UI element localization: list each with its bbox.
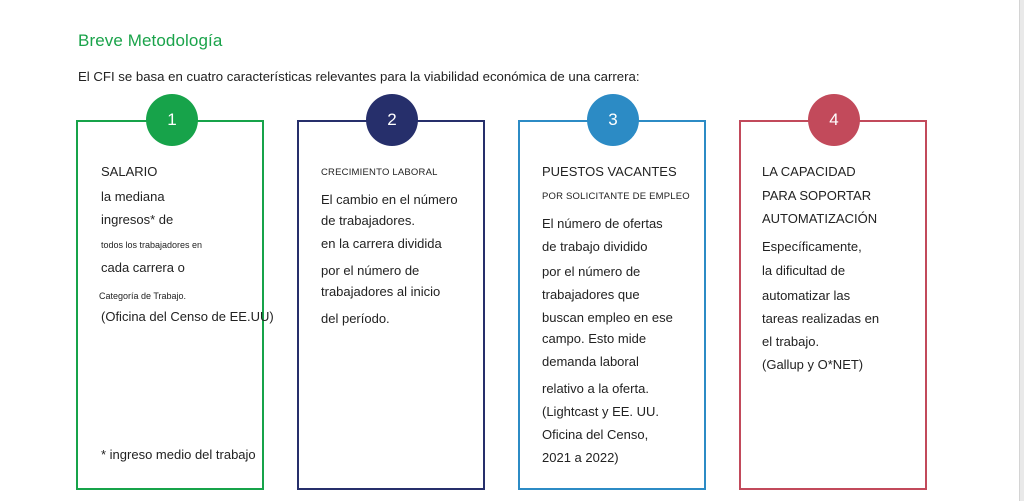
card-3-line: POR SOLICITANTE DE EMPLEO (542, 191, 690, 202)
card-4-line: la dificultad de (762, 263, 846, 278)
card-2-line: del período. (321, 311, 390, 326)
card-3-line: trabajadores que (542, 287, 640, 302)
card-3-line: PUESTOS VACANTES (542, 164, 677, 179)
card-3-line: de trabajo dividido (542, 239, 648, 254)
card-2-line: El cambio en el número (321, 192, 458, 207)
card-3-line: 2021 a 2022) (542, 450, 619, 465)
number-circle-3: 3 (587, 94, 639, 146)
card-4-line: AUTOMATIZACIÓN (762, 211, 878, 226)
card-4-line: Específicamente, (762, 239, 862, 254)
card-2-line: de trabajadores. (321, 213, 415, 228)
number-circle-2: 2 (366, 94, 418, 146)
card-3-line: buscan empleo en ese (542, 310, 673, 325)
intro-text: El CFI se basa en cuatro características relevantes para la viabilidad económica de una carrera: (78, 69, 640, 84)
card-4-line: (Gallup y O*NET) (762, 357, 864, 372)
card-3-line: campo. Esto mide (542, 331, 647, 346)
number-circle-1: 1 (146, 94, 198, 146)
card-1-line: SALARIO (101, 164, 158, 179)
card-1-footnote: * ingreso medio del trabajo (101, 447, 256, 462)
card-4-line: el trabajo. (762, 334, 820, 349)
card-3-line: (Lightcast y EE. UU. (542, 404, 660, 419)
card-1-line: Categoría de Trabajo. (99, 291, 187, 301)
card-2-line: trabajadores al inicio (321, 284, 441, 299)
card-1-line: (Oficina del Censo de EE.UU) (101, 309, 274, 324)
card-4-line: LA CAPACIDAD (762, 164, 856, 179)
card-2-line: CRECIMIENTO LABORAL (321, 167, 438, 178)
card-4-line: PARA SOPORTAR (762, 188, 872, 203)
card-3-line: Oficina del Censo, (542, 427, 649, 442)
number-circle-4: 4 (808, 94, 860, 146)
page-right-edge (1019, 0, 1024, 501)
card-2-line: por el número de (321, 263, 420, 278)
card-3-line: demanda laboral (542, 354, 639, 369)
page-title: Breve Metodología (78, 31, 223, 50)
card-2-line: en la carrera dividida (321, 236, 442, 251)
card-1-line: cada carrera o (101, 260, 185, 275)
card-4-line: automatizar las (762, 288, 851, 303)
card-4-line: tareas realizadas en (762, 311, 880, 326)
card-3-line: por el número de (542, 264, 641, 279)
card-3-line: El número de ofertas (542, 216, 663, 231)
card-1-line: ingresos* de (101, 212, 174, 227)
card-3-line: relativo a la oferta. (542, 381, 649, 396)
card-1-line: todos los trabajadores en (101, 240, 203, 250)
card-1-line: la mediana (101, 189, 165, 204)
